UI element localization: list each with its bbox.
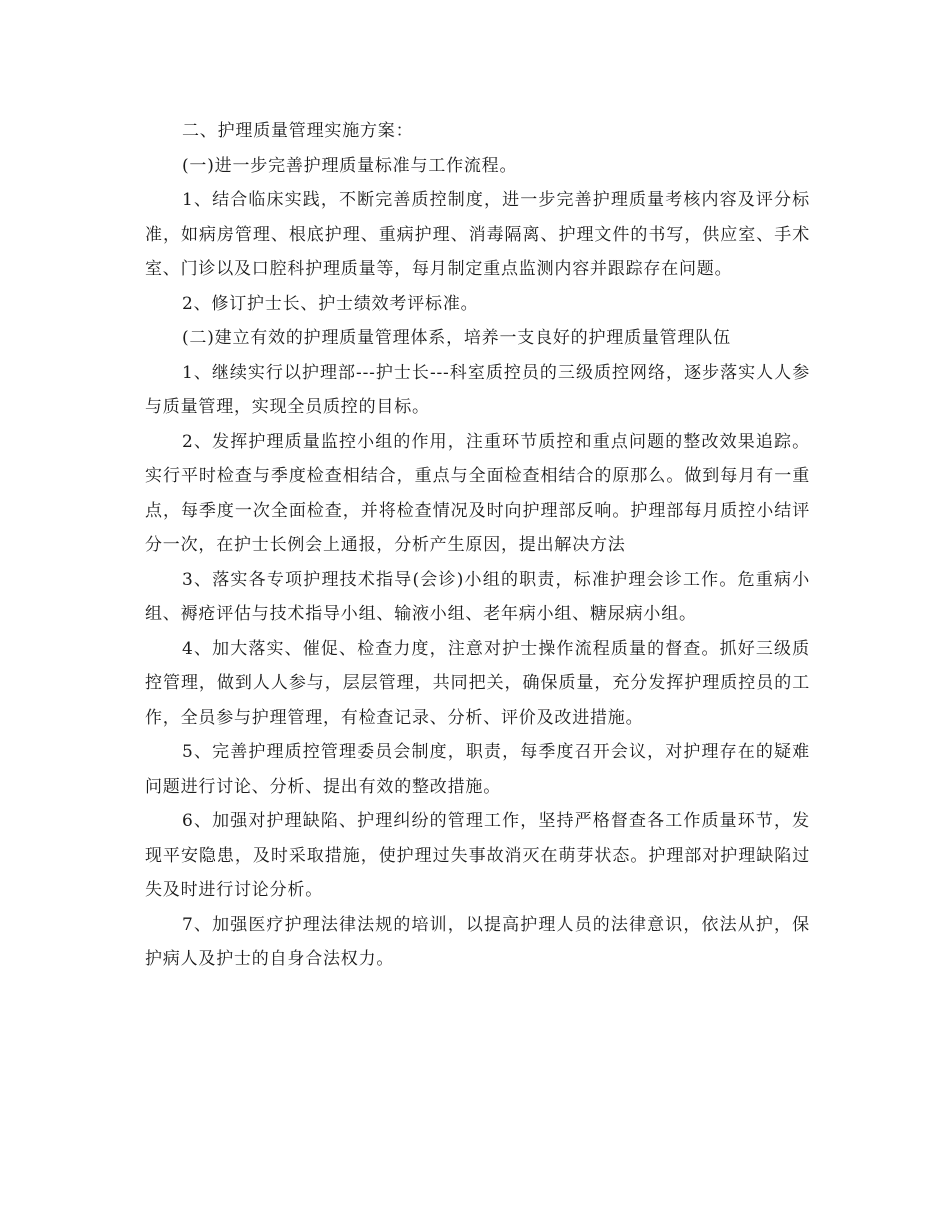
- paragraph: 3、落实各专项护理技术指导(会诊)小组的职责，标准护理会诊工作。危重病小组、褥疮评估与技术指导小组、输液小组、老年病小组、糖尿病小组。: [145, 569, 810, 624]
- paragraph: 1、结合临床实践，不断完善质控制度，进一步完善护理质量考核内容及评分标准，如病房管理、根底护理、重病护理、消毒隔离、护理文件的书写，供应室、手术室、门诊以及口腔科护理质量等，每月制定重点监测内容并跟踪存在问题。: [145, 190, 810, 279]
- paragraph: 4、加大落实、催促、检查力度，注意对护士操作流程质量的督查。抓好三级质控管理，做到人人参与，层层管理，共同把关，确保质量，充分发挥护理质控员的工作，全员参与护理管理，有检查记录、分析、评价及改进措施。: [145, 638, 810, 728]
- paragraph: 5、完善护理质控管理委员会制度，职责，每季度召开会议，对护理存在的疑难问题进行讨论、分析、提出有效的整改措施。: [145, 742, 810, 797]
- subsection-heading: (一)进一步完善护理质量标准与工作流程。: [182, 155, 518, 176]
- section-heading: 二、护理质量管理实施方案：: [182, 121, 414, 141]
- paragraph: 7、加强医疗护理法律法规的培训，以提高护理人员的法律意识，依法从护，保护病人及护士的自身合法权力。: [145, 914, 810, 969]
- paragraph: 6、加强对护理缺陷、护理纠纷的管理工作，坚持严格督查各工作质量环节，发现平安隐患，及时采取措施，使护理过失事故消灭在萌芽状态。护理部对护理缺陷过失及时进行讨论分析。: [145, 811, 810, 900]
- paragraph: 1、继续实行以护理部---护士长---科室质控员的三级质控网络，逐步落实人人参与质量管理，实现全员质控的目标。: [145, 362, 810, 417]
- paragraph: 2、修订护士长、护士绩效考评标准。: [182, 293, 479, 314]
- subsection-heading: (二)建立有效的护理质量管理体系，培养一支良好的护理质量管理队伍: [182, 328, 731, 348]
- document-body: [145, 114, 810, 977]
- paragraph: 2、发挥护理质量监控小组的作用，注重环节质控和重点问题的整改效果追踪。实行平时检查与季度检查相结合，重点与全面检查相结合的原那么。做到每月有一重点，每季度一次全面检查，并将检查情况及时向护理部反响。护理部每月质控小结评分一次，在护士长例会上通报，分析产生原因，提出解决方法: [145, 431, 810, 555]
